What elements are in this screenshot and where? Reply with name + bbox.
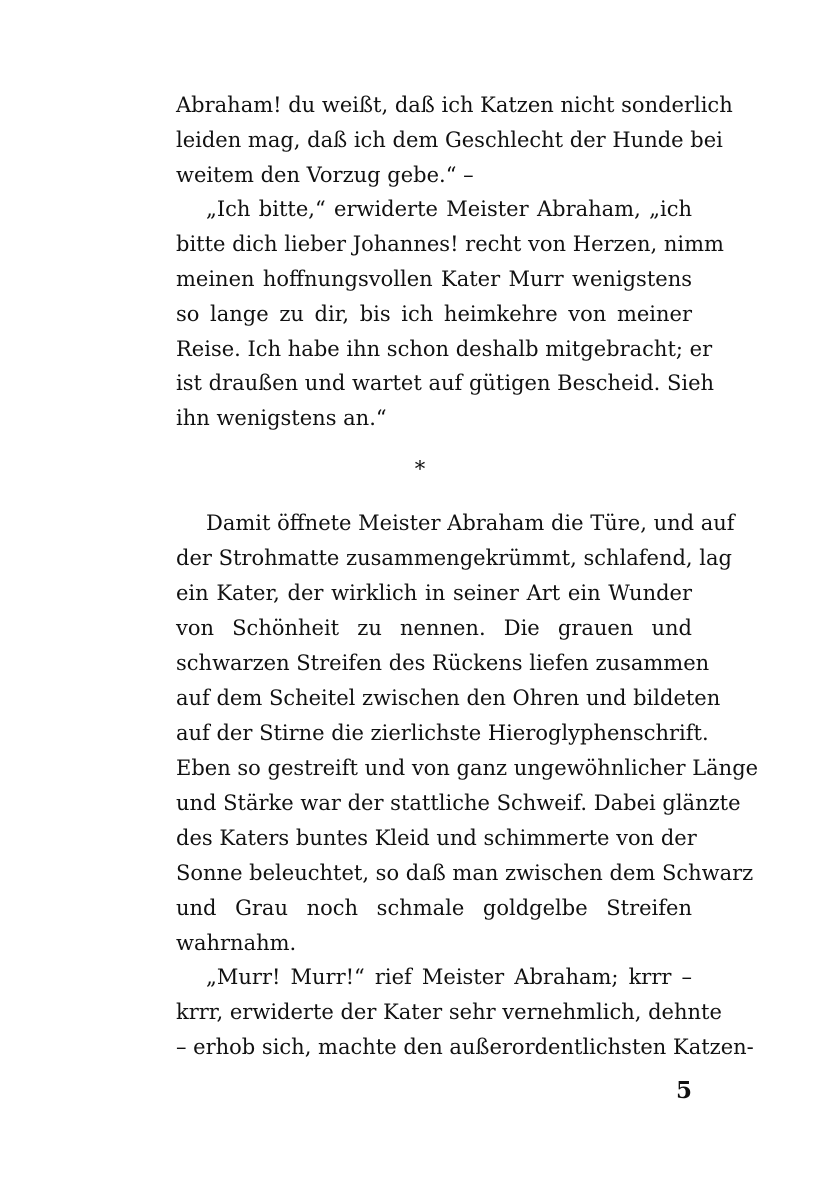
text-line: Reise. Ich habe ihn schon deshalb mitgebracht; er (176, 337, 713, 361)
text-line: leiden mag, daß ich dem Geschlecht der Hunde bei (176, 128, 723, 152)
text-line: ist draußen und wartet auf gütigen Bescheid. Sieh (176, 371, 715, 395)
text-line: ihn wenigstens an.“ (176, 406, 387, 430)
text-line: und Stärke war der stattliche Schweif. Dabei glänzte (176, 791, 741, 815)
text-line: Sonne beleuchtet, so daß man zwischen dem Schwarz (176, 861, 754, 885)
text-line: von Schönheit zu nennen. Die grauen und (176, 616, 692, 640)
text-line: und Grau noch schmale goldgelbe Streifen (176, 896, 692, 920)
text-line: schwarzen Streifen des Rückens liefen zusammen (176, 651, 710, 675)
text-line: bitte dich lieber Johannes! recht von Herzen, nimm (176, 232, 724, 256)
text-line: „Murr! Murr!“ rief Meister Abraham; krrr – (206, 965, 692, 989)
text-line: auf der Stirne die zierlichste Hieroglyphenschrift. (176, 721, 709, 745)
text-line: Abraham! du weißt, daß ich Katzen nicht sonderlich (176, 93, 733, 117)
text-line: der Strohmatte zusammengekrümmt, schlafend, lag (176, 546, 732, 570)
text-line: des Katers buntes Kleid und schimmerte von der (176, 826, 697, 850)
text-line: meinen hoffnungsvollen Kater Murr wenigstens (176, 267, 692, 291)
page-number: 5 (675, 1077, 692, 1104)
text-line: auf dem Scheitel zwischen den Ohren und bildeten (176, 686, 721, 710)
text-line: Damit öffnete Meister Abraham die Türe, und auf (206, 511, 735, 535)
text-line: Eben so gestreift und von ganz ungewöhnlicher Länge (176, 756, 759, 780)
text-line: „Ich bitte,“ erwiderte Meister Abraham, „ich (206, 197, 692, 221)
text-line: krrr, erwiderte der Kater sehr vernehmlich, dehnte (176, 1000, 722, 1024)
text-line: – erhob sich, machte den außerordentlichsten Katzen- (176, 1035, 754, 1059)
section-separator: * (414, 457, 426, 481)
text-line: ein Kater, der wirklich in seiner Art ein Wunder (176, 581, 692, 605)
text-line: so lange zu dir, bis ich heimkehre von meiner (176, 302, 692, 326)
text-line: weitem den Vorzug gebe.“ – (176, 163, 474, 187)
text-line: wahrnahm. (176, 931, 297, 955)
